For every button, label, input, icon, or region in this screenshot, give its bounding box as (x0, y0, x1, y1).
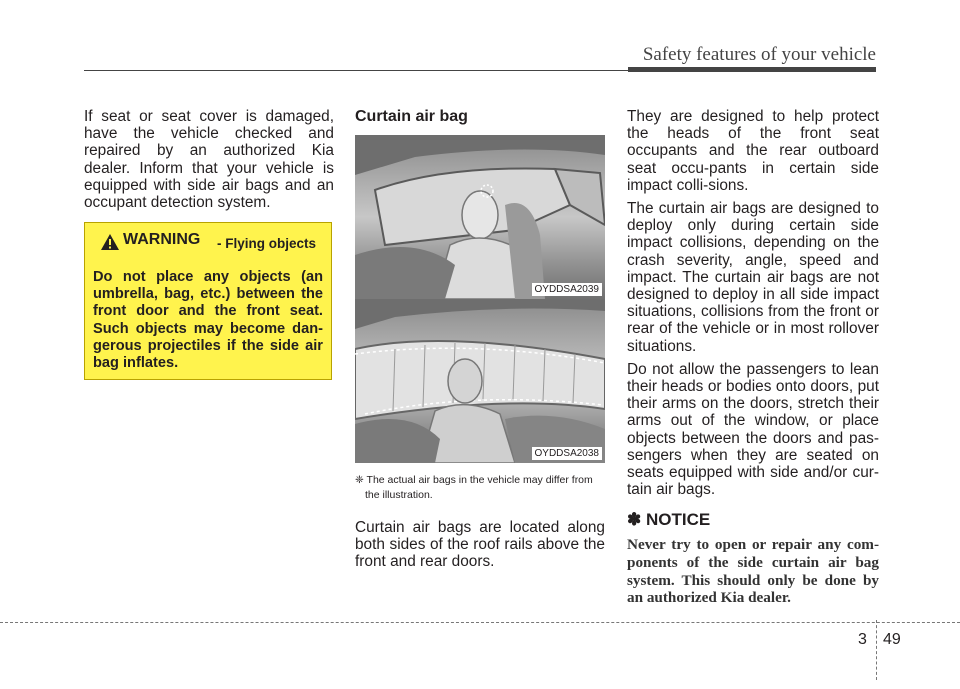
curtain-air-bag-location-paragraph: Curtain air bags are located along both sides of the roof rails above the front and rear doors. (355, 519, 605, 571)
figure-curtain-air-bag-deployed (355, 299, 605, 463)
warning-box (84, 222, 332, 380)
purpose-paragraph: They are designed to help protect the heads of the front seat occupants and the rear outboard seat occu-pants in certain side impact colli-sions. (627, 108, 879, 194)
notice-heading: ✽ NOTICE (627, 510, 711, 530)
page-number-separator (876, 620, 877, 680)
warning-body: Do not place any objects (an umbrella, bag, etc.) between the front door and the front seat. Such objects may become dan-gerous projectiles if the side air bag inflates. (93, 269, 323, 372)
warning-subtitle: - Flying objects (217, 236, 317, 251)
right-column (627, 108, 879, 607)
page-header-title: Safety features of your vehicle (642, 44, 876, 65)
middle-column (355, 108, 605, 571)
warning-title: WARNING (123, 231, 201, 248)
figure-code: OYDDSA2038 (532, 447, 602, 460)
page-number: 49 (883, 631, 901, 648)
figure-occupant-before-deploy (355, 135, 605, 299)
warning-header (93, 231, 323, 267)
figure-caption: ❈ The actual air bags in the vehicle may differ from the illustration. (355, 474, 593, 501)
car-interior-deployed-illustration (355, 299, 605, 463)
figure-code: OYDDSA2039 (532, 283, 602, 296)
deployment-paragraph: The curtain air bags are designed to deploy only during certain side impact collisions, depending on the crash severity, angle, speed and impact. The curtain air bags are not designed to deploy in all side impact situations, collisions from the front or rear of the vehicle or in most rollover situations. (627, 200, 879, 355)
passenger-caution-paragraph: Do not allow the passengers to lean their heads or bodies onto doors, put their arms on the doors, stretch their arms out of the window, or place objects between the doors and pas-sengers when they are seated on seats equipped with side and/or cur-tain air bags. (627, 360, 879, 499)
notice-body: Never try to open or repair any com-ponents of the side curtain air bag system. This should only be done by an authorized Kia dealer. (627, 536, 879, 607)
footer-rule (0, 622, 960, 623)
chapter-number: 3 (858, 631, 867, 648)
header-rule-accent (628, 67, 876, 72)
car-interior-illustration (355, 135, 605, 299)
intro-paragraph: If seat or seat cover is damaged, have the vehicle checked and repaired by an authorized Kia dealer. Inform that your vehicle is equipped with side air bags and an occupant detection system. (84, 108, 334, 212)
warning-triangle-icon (100, 233, 120, 251)
left-column (84, 108, 334, 211)
section-heading-curtain-air-bag: Curtain air bag (355, 108, 468, 125)
